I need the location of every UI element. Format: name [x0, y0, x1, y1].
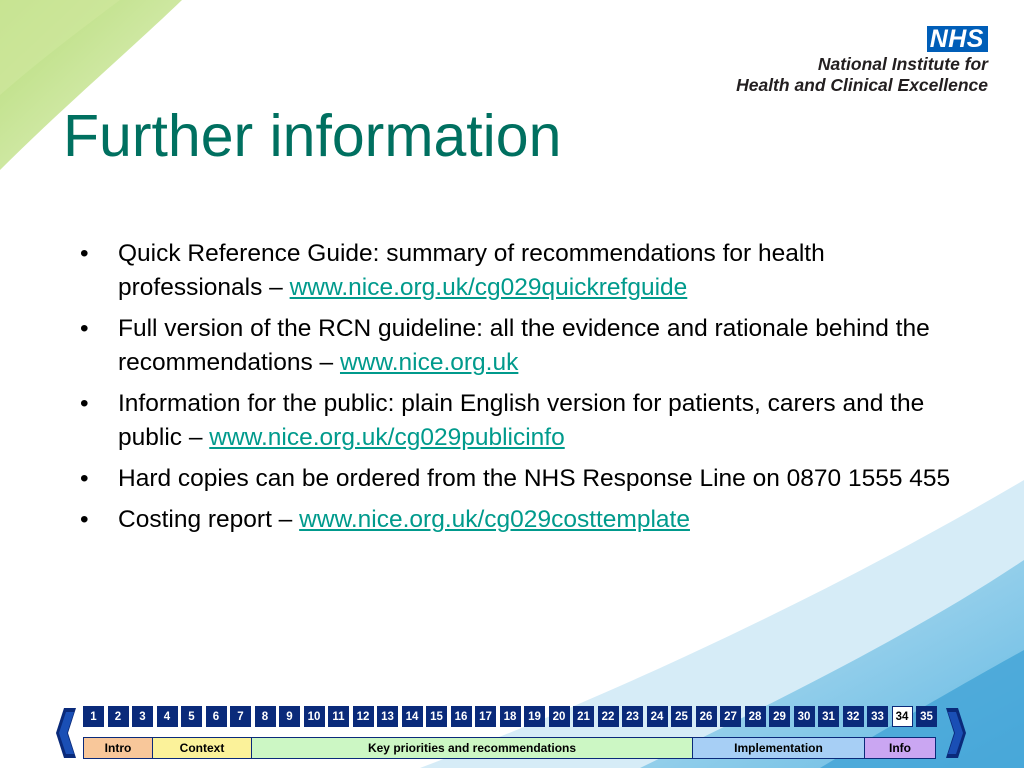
section-tab[interactable]: Intro: [83, 737, 153, 759]
bullet-list: [80, 237, 970, 544]
page-number-button[interactable]: 25: [671, 706, 692, 727]
bullet-marker: •: [80, 240, 89, 267]
nice-logo: [736, 26, 988, 96]
chevron-left-icon[interactable]: [56, 708, 78, 758]
page-number-button[interactable]: 35: [916, 706, 937, 727]
chevron-right-icon[interactable]: [944, 708, 966, 758]
page-number-button[interactable]: 2: [108, 706, 129, 727]
bullet-item: [80, 387, 970, 455]
page-number-button[interactable]: 17: [475, 706, 496, 727]
page-number-button[interactable]: 34: [892, 706, 913, 727]
page-number-button[interactable]: 4: [157, 706, 178, 727]
page-number-button[interactable]: 24: [647, 706, 668, 727]
bullet-item: [80, 237, 970, 305]
bullet-item: [80, 462, 970, 496]
page-number-button[interactable]: 27: [720, 706, 741, 727]
page-number-button[interactable]: 20: [549, 706, 570, 727]
page-number-button[interactable]: 5: [181, 706, 202, 727]
page-number-button[interactable]: 8: [255, 706, 276, 727]
page-number-button[interactable]: 15: [426, 706, 447, 727]
slide-navigation: [56, 706, 968, 762]
section-tab[interactable]: Context: [152, 737, 252, 759]
section-bar: [84, 737, 936, 759]
page-number-button[interactable]: 7: [230, 706, 251, 727]
page-number-button[interactable]: 32: [843, 706, 864, 727]
bullet-link[interactable]: www.nice.org.uk/cg029costtemplate: [299, 506, 690, 533]
bullet-marker: •: [80, 390, 89, 417]
bullet-link[interactable]: www.nice.org.uk/cg029quickrefguide: [289, 274, 688, 301]
bullet-item: [80, 312, 970, 380]
bullet-text: Quick Reference Guide: summary of recommendations for health professionals –: [118, 240, 825, 301]
page-number-button[interactable]: 31: [818, 706, 839, 727]
page-number-button[interactable]: 19: [524, 706, 545, 727]
bullet-item: [80, 503, 970, 537]
page-number-button[interactable]: 13: [377, 706, 398, 727]
bullet-link[interactable]: www.nice.org.uk/cg029publicinfo: [209, 424, 565, 451]
page-number-button[interactable]: 30: [794, 706, 815, 727]
bullet-marker: •: [80, 315, 89, 342]
page-number-button[interactable]: 22: [598, 706, 619, 727]
page-number-button[interactable]: 14: [402, 706, 423, 727]
organisation-name-line-1: National Institute for: [817, 54, 988, 74]
nhs-logo-badge: NHS: [927, 26, 988, 52]
page-number-button[interactable]: 3: [132, 706, 153, 727]
page-number-bar: [83, 706, 937, 727]
page-number-button[interactable]: 10: [304, 706, 325, 727]
bullet-marker: •: [80, 465, 89, 492]
bullet-text: Information for the public: plain English version for patients, carers and the public –: [118, 390, 925, 451]
page-number-button[interactable]: 9: [279, 706, 300, 727]
slide-title: Further information: [63, 103, 562, 169]
page-number-button[interactable]: 21: [573, 706, 594, 727]
organisation-name: [736, 54, 988, 96]
bullet-marker: •: [80, 506, 89, 533]
page-number-button[interactable]: 18: [500, 706, 521, 727]
page-number-button[interactable]: 33: [867, 706, 888, 727]
page-number-button[interactable]: 28: [745, 706, 766, 727]
bullet-link[interactable]: www.nice.org.uk: [339, 349, 519, 376]
section-tab[interactable]: Info: [864, 737, 936, 759]
page-number-button[interactable]: 12: [353, 706, 374, 727]
bullet-text: Hard copies can be ordered from the NHS Response Line on 0870 1555 455: [118, 465, 951, 492]
section-tab[interactable]: Implementation: [692, 737, 865, 759]
page-number-button[interactable]: 26: [696, 706, 717, 727]
organisation-name-line-2: Health and Clinical Excellence: [736, 75, 988, 95]
page-number-button[interactable]: 11: [328, 706, 349, 727]
section-tab[interactable]: Key priorities and recommendations: [251, 737, 693, 759]
page-number-button[interactable]: 23: [622, 706, 643, 727]
bullet-text: Costing report –: [118, 506, 300, 533]
page-number-button[interactable]: 16: [451, 706, 472, 727]
page-number-button[interactable]: 29: [769, 706, 790, 727]
page-number-button[interactable]: 6: [206, 706, 227, 727]
page-number-button[interactable]: 1: [83, 706, 104, 727]
bullet-text: Full version of the RCN guideline: all the evidence and rationale behind the recommendations –: [118, 315, 930, 376]
